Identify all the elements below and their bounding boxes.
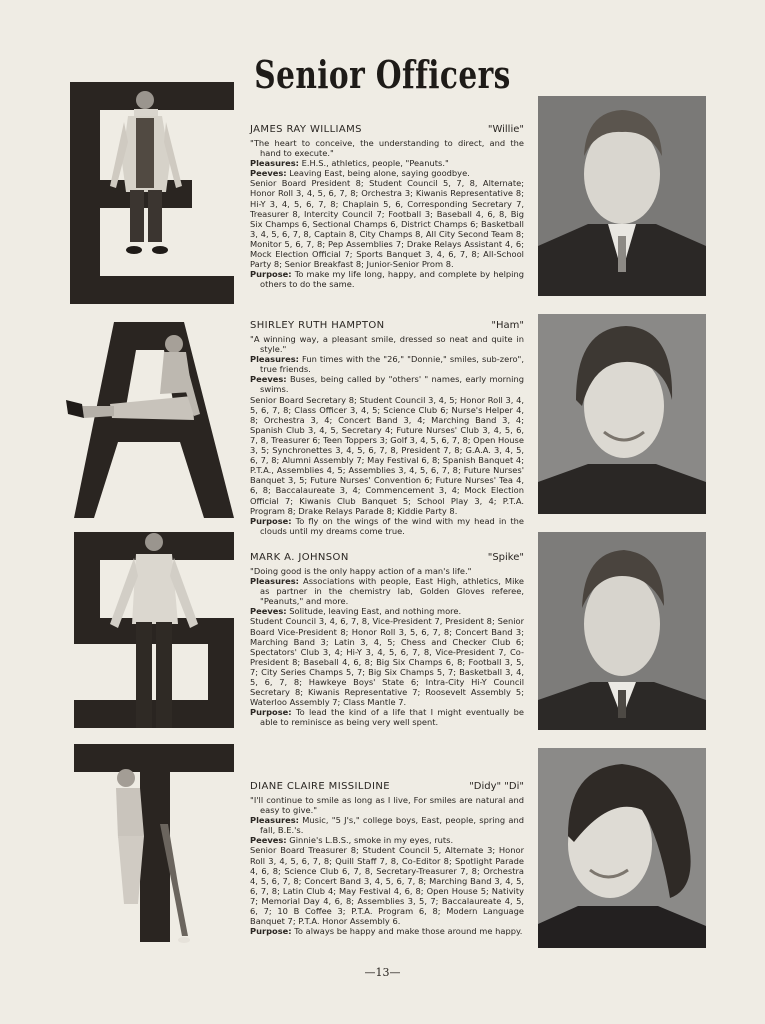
pleasures-line <box>250 576 524 606</box>
peeves-text: Leaving East, being alone, saying goodbye. <box>289 168 470 179</box>
purpose-text: To always be happy and make those around me happy. <box>294 926 523 937</box>
senior-nickname: "Willie" <box>487 124 524 135</box>
purpose-line <box>250 707 524 727</box>
pleasures-line <box>250 354 524 374</box>
activities-text: Senior Board Secretary 8; Student Council 3, 4, 5; Honor Roll 3, 4, 5, 6, 7, 8; Class Officer 3, 4, 5; Science Club 6; Nurse's Helper 4, 8; Orchestra 3, 4; Concert Band 3, 4; Marching Band 3, 4; Spanish Club 3, 4, 5, Secretary 4; Future Nurses' Club 3, 4, 5, 6, 7, 8, Treasurer 6; Teen Toppers 3; Golf 3, 4, 5, 6, 7, 8; Open House 3, 5; Synchronettes 3, 4, 5, 6, 7, 8, President 7, 8; G.A.A. 3, 4, 5, 6, 7, 8; Alumni Assembly 7; May Festival 6, 8; Spanish Banquet 4; P.T.A., Assemblies 4, 5; Assemblies 3, 4, 5, 6, 7, 8; Future Nurses' Banquet 3, 5; Future Nurses' Convention 6; Future Nurses' Tea 4, 6, 8; Baccalaureate 3, 4; Commencement 3, 4; Mock Election Official 7; Kiwanis Club Banquet 5; School Play 3, 4; P.T.A. Program 8; Drake Relays Parade 8; Kiddie Party 8. <box>250 394 524 516</box>
senior-nickname: "Ham" <box>491 320 524 331</box>
senior-quote: "A winning way, a pleasant smile, dressed so neat and quite in style." <box>250 334 524 355</box>
senior-quote: "The heart to conceive, the understanding to direct, and the hand to execute." <box>250 138 524 159</box>
purpose-text: To make my life long, happy, and complete by helping others to do the same. <box>260 269 525 290</box>
peeves-label: Peeves: <box>250 374 287 385</box>
peeves-text: Ginnie's L.B.S., smoke in my eyes, ruts. <box>289 835 454 846</box>
activities-text: Senior Board Treasurer 8; Student Council 5, Alternate 3; Honor Roll 3, 4, 5, 6, 7, 8; Quill Staff 7, 8, Co-Editor 8; Spotlight Parade 4, 6, 8; Science Club 6, 7, 8, Secretary-Treasurer 7, 8; Orchestra 4, 5, 6, 7, 8; Concert Band 3, 4, 5, 6, 7, 8; Marching Band 3, 4, 5, 6, 7, 8; Latin Club 4; May Festival 4, 6, 8; Open House 5; Nativity 7; Memorial Day 4, 6, 8; Assemblies 3, 5, 7; Baccalaureate 4, 5, 6, 7; 10 B Coffee 3; P.T.A. Program 6, 8; Modern Language Banquet 7; P.T.A. Honor Assembly 6. <box>250 845 524 927</box>
peeves-text: Buses, being called by "others' " names, early morning swims. <box>260 374 524 395</box>
peeves-line <box>250 606 524 616</box>
activities-text: Student Council 3, 4, 6, 7, 8, Vice-President 7, President 8; Senior Board Vice-President 8; Honor Roll 3, 5, 6, 7, 8; Concert Band 3; Marching Band 3; Latin 3, 4, 5; Chess and Checker Club 6; Spectators' Club 3, 4; Hi-Y 3, 4, 5, 6, 7, 8, Vice-President 7, Co-President 8; Baseball 4, 6, 8; Big Six Champs 6, 8; Football 3, 5, 7; City Series Champs 5, 7; Big Six Champs 5, 7; Basketball 3, 4, 5, 6, 7, 8; Hawkeye Boys' State 6; Intra-City Hi-Y Council Secretary 8; Kiwanis Representative 7; Roosevelt Assembly 5; Waterloo Assembly 7; Class Mantle 7. <box>250 616 524 708</box>
purpose-label: Purpose: <box>250 926 292 937</box>
peeves-line <box>250 168 524 178</box>
student-figure-standing <box>110 91 182 254</box>
letter-e-graphic <box>70 82 234 304</box>
portrait-photo-hampton <box>538 314 706 514</box>
senior-name: JAMES RAY WILLIAMS <box>250 124 362 135</box>
senior-name: MARK A. JOHNSON <box>250 552 349 563</box>
purpose-label: Purpose: <box>250 515 292 526</box>
peeves-line <box>250 835 524 845</box>
pleasures-label: Pleasures: <box>250 815 299 826</box>
portrait-photo-johnson <box>538 532 706 730</box>
name-row <box>250 320 524 332</box>
purpose-text: To fly on the wings of the wind with my head in the clouds until my dreams come true. <box>260 515 524 536</box>
senior-quote: "I'll continue to smile as long as I live, For smiles are natural and easy to give." <box>250 795 524 816</box>
senior-entry <box>250 552 524 728</box>
pleasures-line <box>250 815 524 835</box>
letter-s-graphic <box>74 532 234 728</box>
senior-entry <box>250 320 524 536</box>
page-number: —13— <box>364 966 401 979</box>
purpose-line <box>250 926 524 936</box>
purpose-line <box>250 269 524 289</box>
pleasures-text: Music, "5 J's," college boys, East, people, spring and fall, B.E.'s. <box>260 815 524 836</box>
pleasures-text: Fun times with the "26," "Donnie," smiles, sub-zero", true friends. <box>260 354 525 375</box>
senior-nickname: "Didy" "Di" <box>469 781 524 792</box>
name-row <box>250 124 524 136</box>
portrait-photo-williams <box>538 96 706 296</box>
purpose-text: To lead the kind of a life that I might eventually be able to reminisce as being very well spent. <box>260 707 524 728</box>
pleasures-text: E.H.S., athletics, people, "Peanuts." <box>301 158 449 169</box>
purpose-label: Purpose: <box>250 707 292 718</box>
peeves-line <box>250 374 524 394</box>
letter-t-graphic <box>74 744 234 948</box>
peeves-text: Solitude, leaving East, and nothing more. <box>289 606 462 617</box>
senior-entry <box>250 124 524 289</box>
senior-name: SHIRLEY RUTH HAMPTON <box>250 320 385 331</box>
activities-text: Senior Board President 8; Student Council 5, 7, 8, Alternate; Honor Roll 3, 4, 5, 6, 7, 8; Orchestra 3; Kiwanis Representative 8; Hi-Y 3, 4, 5, 6, 7, 8; Chaplain 5, 6, Corresponding Secretary 7, Treasurer 8, Intercity Council 7; Football 3; Baseball 4, 6, 8, Big Six Champs 6, Sectional Champs 6, District Champs 6; Basketball 3, 4, 5, 6, 7, 8, Captain 8, City Champs 8, All City Second Team 8; Monitor 5, 6, 7, 8; Pep Assemblies 7; Drake Relays Assistant 4, 6; Mock Election Official 7; Sports Banquet 3, 4, 6, 7, 8; All-School Party 8; Senior Breakfast 8; Junior-Senior Prom 8. <box>250 178 524 270</box>
portrait-photo-missildine <box>538 748 706 948</box>
pleasures-label: Pleasures: <box>250 576 299 587</box>
senior-entry <box>250 781 524 936</box>
purpose-label: Purpose: <box>250 269 292 280</box>
name-row <box>250 781 524 793</box>
senior-name: DIANE CLAIRE MISSILDINE <box>250 781 390 792</box>
peeves-label: Peeves: <box>250 835 287 846</box>
peeves-label: Peeves: <box>250 606 287 617</box>
senior-quote: "Doing good is the only happy action of a man's life." <box>250 566 472 576</box>
pleasures-line <box>250 158 524 168</box>
pleasures-text: Associations with people, East High, athletics, Mike as partner in the chemistry lab, Golden Gloves referee, "Peanuts," and more. <box>260 576 524 607</box>
name-row <box>250 552 524 564</box>
page-title: Senior Officers <box>254 52 511 97</box>
letter-a-graphic <box>62 322 234 518</box>
purpose-line <box>250 516 524 536</box>
senior-nickname: "Spike" <box>487 552 524 563</box>
pleasures-label: Pleasures: <box>250 354 299 365</box>
peeves-label: Peeves: <box>250 168 287 179</box>
pleasures-label: Pleasures: <box>250 158 299 169</box>
